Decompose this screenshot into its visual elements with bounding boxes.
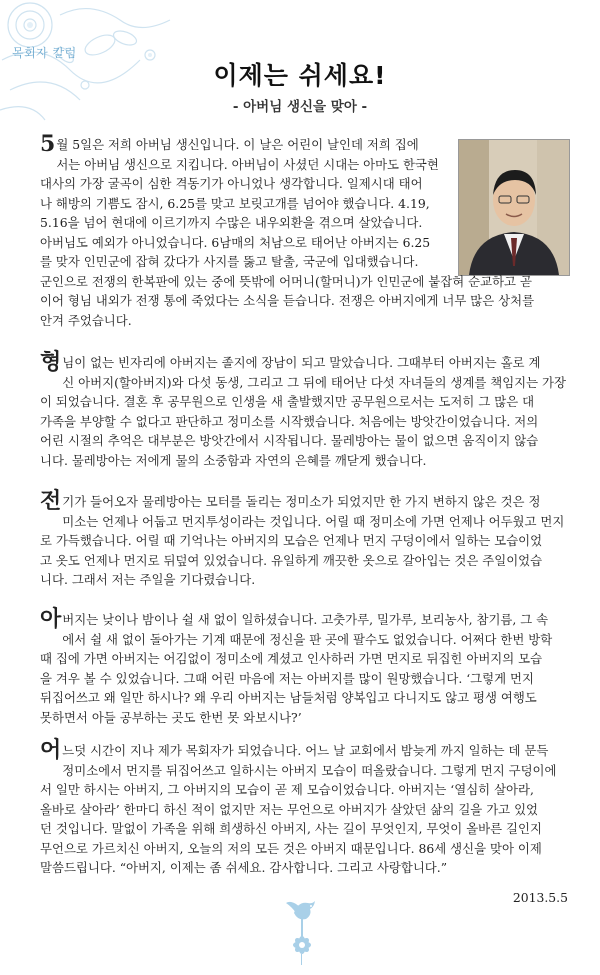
- paragraph-text: 님이 없는 빈자리에 아버지는 졸지에 장남이 되고 말았습니다. 그때부터 아버지는 홀로 계 신 아버지(할아버지)와 다섯 동생, 그리고 그 뒤에 태어난 다섯 자녀들의 생계를 책임지는 가장 이 되었습니다. 결혼 후 공무원으로 인생을 새 출발했지만 공무원으로서는 도저히 그 많은 대 가족을 부양할 수 없다고 판단하고 정미소를 시작했습니다. 처음에는 방앗간이었습니다. 저의 어린 시절의 추억은 대부분은 방앗간에서 시작됩니다. 물레방아는 물이 없으면 움직이지 않습 니다. 물레방아는 저에게 물의 소중함과 자연의 은혜를 깨닫게 했습니다.: [40, 355, 567, 468]
- drop-cap: 전: [40, 488, 62, 514]
- column-label: 목회자 칼럼: [12, 46, 77, 60]
- paragraph-5: [40, 737, 568, 878]
- drop-cap: 어: [40, 737, 62, 763]
- paragraph-text: 느덧 시간이 지나 제가 목회자가 되었습니다. 어느 날 교회에서 밤늦게 까지 일하는 데 문득 정미소에서 먼지를 뒤집어쓰고 일하시는 아버지 모습이 떠올랐습니다. 그렇게 먼지 구덩이에 서 일만 하시는 아버지, 그 아버지의 모습이 곧 제 모습이었습니다. 아버지는 ‘열심히 살아라, 올바로 살아라’ 한마디 하신 적이 없지만 저는 무언으로 아버지가 살았던 삶의 길을 가고 있었 던 것입니다. 말없이 가족을 위해 희생하신 아버지, 사는 길이 무엇인지, 무엇이 올바른 길인지 무언으로 가르치신 아버지, 오늘의 저의 모든 것은 아버지 때문입니다. 86세 생신을 맞아 이제 말씀드립니다. “아버지, 이제는 좀 쉬세요. 감사합니다. 그리고 사랑합니다.”: [40, 743, 557, 875]
- page-title: 이제는 쉬세요!: [213, 61, 387, 90]
- paragraph-text: 버지는 낮이나 밤이나 쉴 새 없이 일하셨습니다. 고춧가루, 밀가루, 보리농사, 참기름, 그 속 에서 쉴 새 없이 돌아가는 기계 때문에 정신을 판 곳에 팔수도 없었습니다. 어쩌다 한번 방학 때 집에 가면 아버지는 어김없이 정미소에 계셨고 인사하러 가면 먼지로 뒤집힌 아버지의 모습 을 겨우 볼 수 있었습니다. 그때 어린 마음에 저는 아버지를 많이 원망했습니다. ‘그렇게 먼지 뒤집어쓰고 왜 일만 하시나? 왜 우리 아버지는 남들처럼 양복입고 다니지도 않고 평생 여행도 못하면서 아들 공부하는 곳도 한번 못 와보시나?’: [40, 612, 553, 725]
- bird-on-flower-icon: [282, 895, 322, 965]
- paragraph-text: 월 5일은 저희 아버님 생신입니다. 이 날은 어린이 날인데 저희 집에 서는 아버님 생신으로 지킵니다. 아버님이 사셨던 시대는 아마도 한국현 대사의 가장 굴곡이 심한 격동기가 아니었나 생각합니다. 일제시대 태어 나 해방의 기쁨도 잠시, 6.25를 맞고 보릿고개를 넘어야 했습니다. 4.19, 5.16을 넘어 현대에 이르기까지 수많은 내우외환을 겪으며 살았습니다. 아버님도 예외가 아니었습니다. 6남매의 처남으로 태어난 아버지는 6.25 를 맞자 인민군에 잡혀 갔다가 사지를 뚫고 탈출, 국군에 입대했습니다. 군인으로 전쟁의 한복판에 있는 중에 뜻밖에 어머니(할머니)가 인민군에 붙잡혀 순교하고 곧 이어 형님 내외가 전쟁 통에 죽었다는 소식을 듣습니다. 전쟁은 아버지에게 너무 많은 상처를 안겨 주었습니다.: [40, 137, 535, 328]
- paragraph-2: [40, 349, 568, 470]
- paragraph-1: [40, 131, 568, 330]
- drop-cap: 형: [40, 349, 62, 375]
- page-subtitle: - 아버님 생신을 맞아 -: [232, 99, 368, 115]
- drop-cap: 5: [40, 131, 56, 157]
- paragraph-4: [40, 606, 568, 727]
- publish-date: 2013.5.5: [512, 890, 568, 905]
- paragraph-3: [40, 488, 568, 590]
- drop-cap: 아: [40, 606, 62, 632]
- paragraph-text: 기가 들어오자 물레방아는 모터를 돌리는 정미소가 되었지만 한 가지 변하지 않은 것은 정 미소는 언제나 어둡고 먼지투성이라는 것입니다. 어릴 때 정미소에 가면 언제나 어두웠고 먼지 로 가득했습니다. 어릴 때 기억나는 아버지의 모습은 언제나 먼지 구덩이에서 일하는 모습이었 고 옷도 언제나 먼지로 뒤덮여 있었습니다. 유일하게 깨끗한 옷으로 갈아입는 것은 주일이었습 니다. 그래서 저는 주일을 기다렸습니다.: [40, 494, 565, 587]
